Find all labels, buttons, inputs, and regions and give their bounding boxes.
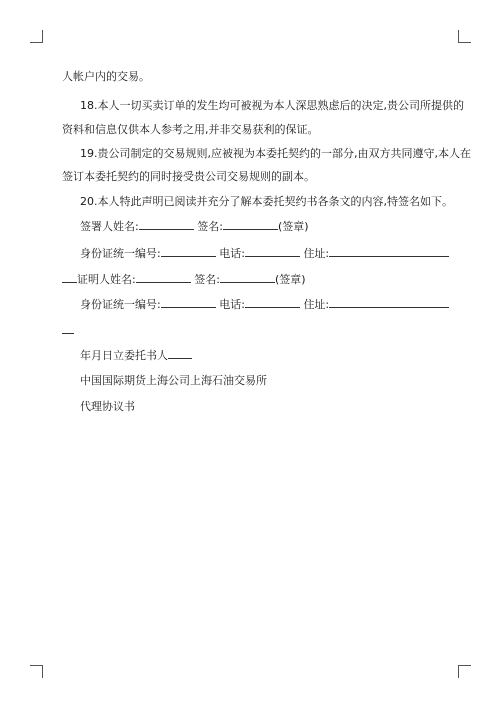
clause-19-line-1: 19.贵公司制定的交易规则,应被视为本委托契约的一部分,由双方共同遵守,本人在 (80, 147, 471, 160)
witness-signature-label: 签名: (194, 273, 220, 286)
signature-label: 签名: (197, 220, 223, 233)
witness-name-label: 证明人姓名: (77, 273, 136, 286)
signer-name-label: 签署人姓名: (80, 220, 139, 233)
id-blank-2 (161, 297, 216, 308)
address-blank (329, 246, 449, 257)
crop-mark-top-right (458, 30, 471, 43)
date-line (80, 348, 192, 363)
witness-name-blank (136, 272, 191, 283)
phone-blank-2 (245, 297, 300, 308)
address-continuation (62, 323, 74, 338)
id-label-2: 身份证统一编号: (80, 298, 161, 311)
crop-mark-top-left (30, 30, 43, 43)
address-blank-2 (329, 297, 449, 308)
phone-label-2: 电话: (219, 298, 245, 311)
clause-20: 20.本人特此声明已阅读并充分了解本委托契约书各条文的内容,特签名如下。 (80, 195, 453, 208)
signature-blank (223, 219, 278, 230)
agreement-title: 代理协议书 (80, 400, 135, 413)
date-line-text: 年月日立委托书人 (80, 349, 168, 362)
address-continuation-blank (62, 323, 74, 334)
signer-id-row (80, 246, 449, 261)
witness-lead-blank (62, 272, 77, 283)
witness-id-row (80, 297, 449, 312)
id-label: 身份证统一编号: (80, 247, 161, 260)
clause-18-line-2: 资料和信息仅供本人参考之用,并非交易获利的保证。 (62, 123, 319, 136)
witness-row (62, 272, 306, 287)
crop-mark-bottom-right (458, 665, 471, 678)
company-line: 中国国际期货上海公司上海石油交易所 (80, 374, 267, 387)
witness-seal-label: (签章) (274, 273, 306, 286)
signer-row (80, 219, 309, 234)
principal-blank (168, 348, 192, 359)
address-label: 住址: (303, 247, 330, 260)
clause-18-line-1: 18.本人一切买卖订单的发生均可被视为本人深思熟虑后的决定,贵公司所提供的 (80, 99, 464, 112)
witness-signature-blank (220, 272, 275, 283)
phone-blank (245, 246, 300, 257)
address-label-2: 住址: (303, 298, 330, 311)
signer-name-blank (139, 219, 194, 230)
crop-mark-bottom-left (30, 665, 43, 678)
text-line: 人帐户内的交易。 (62, 70, 150, 83)
clause-19-line-2: 签订本委托契约的同时接受贵公司交易规则的副本。 (62, 170, 315, 183)
id-blank (161, 246, 216, 257)
seal-label: (签章) (277, 220, 309, 233)
phone-label: 电话: (219, 247, 245, 260)
